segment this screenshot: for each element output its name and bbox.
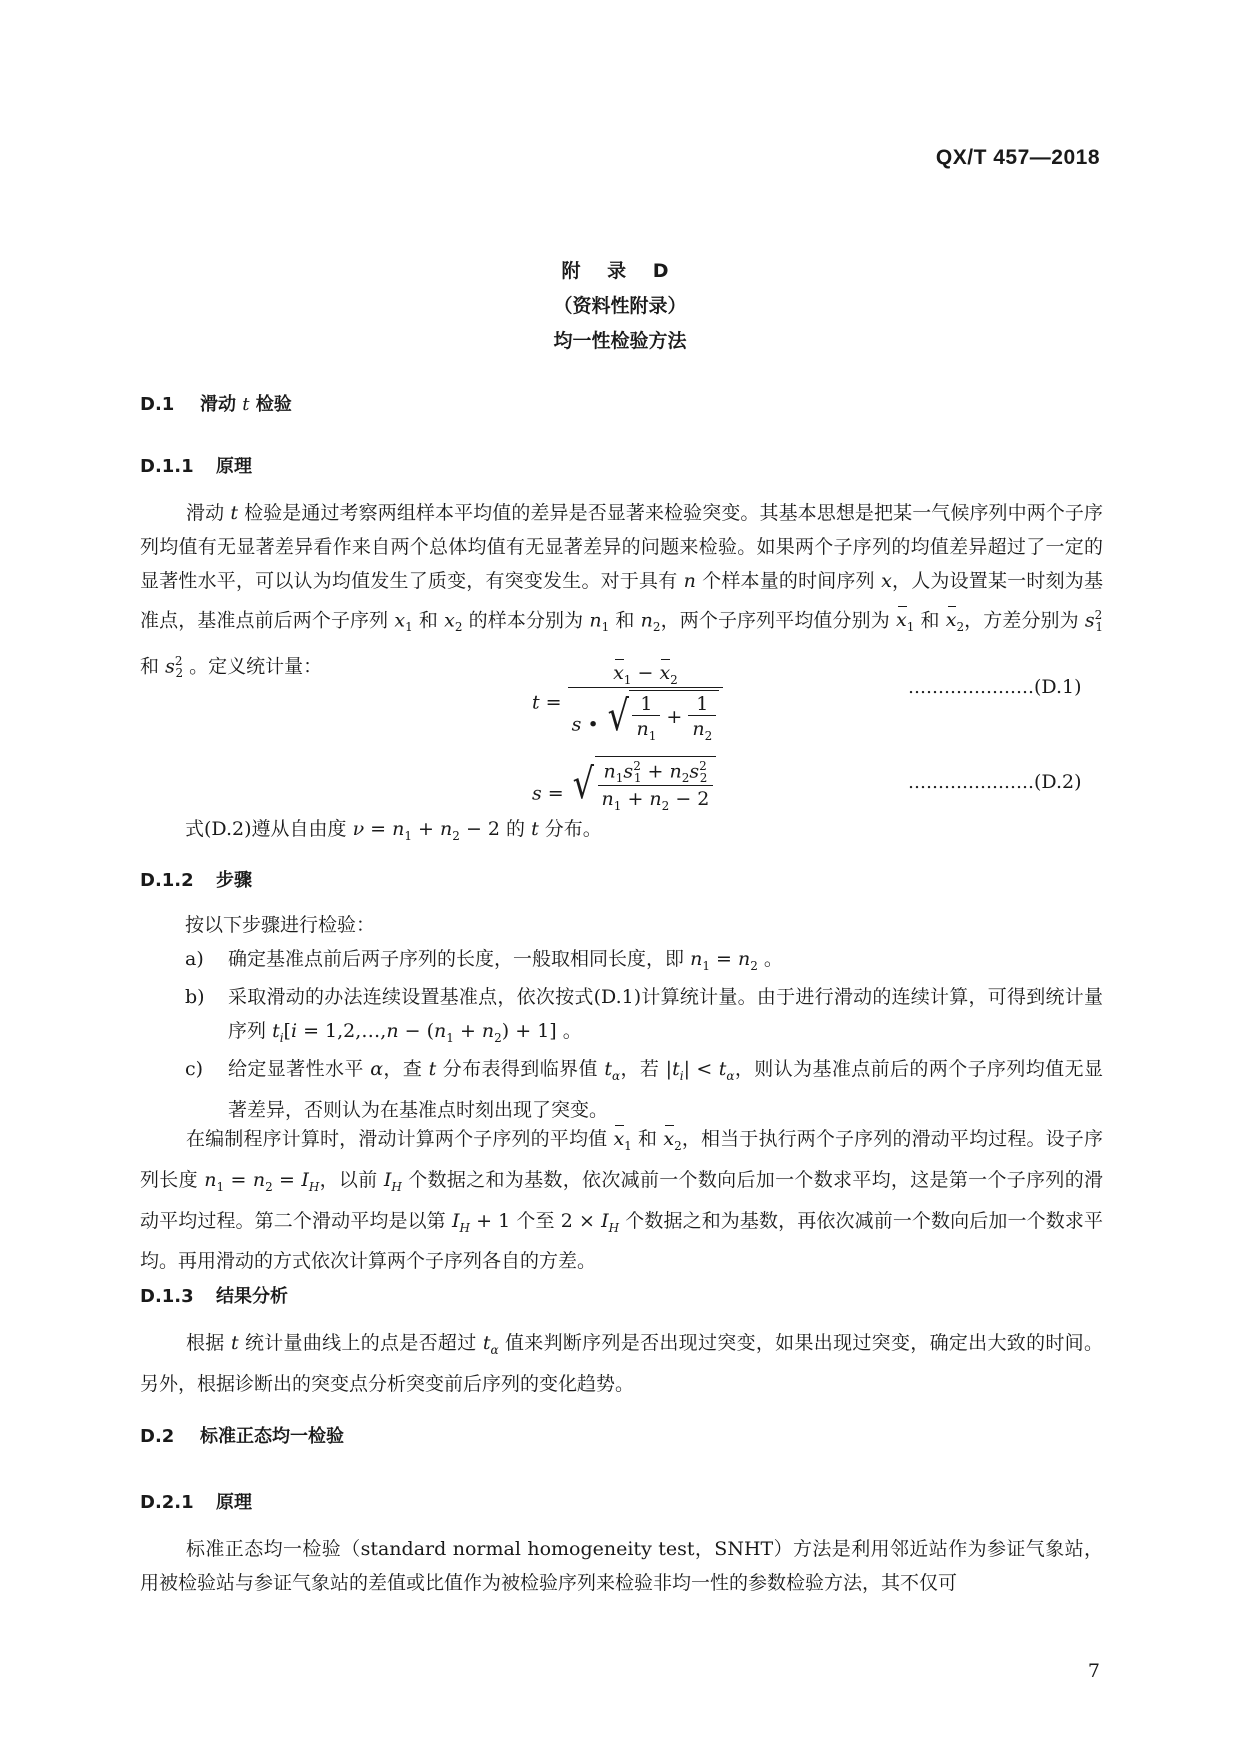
paragraph-snht: 标准正态均一检验（standard normal homogeneity test，SNHT）方法是利用邻近站作为参证气象站，用被检验站与参证气象站的差值或比值作为被检验序列来检验非均一性的参数检验方法，其不仅可 bbox=[140, 1538, 1103, 1594]
section-heading-d12: D.1.2 步骤 bbox=[140, 870, 252, 891]
section-heading-d2: D.2 标准正态均一检验 bbox=[140, 1426, 344, 1447]
appendix-title: 附 录 D bbox=[561, 260, 679, 282]
section-number: D.1 bbox=[140, 394, 175, 415]
paragraph-principle: 滑动 t 检验是通过考察两组样本平均值的差异是否显著来检验突变。其基本思想是把某一气候序列中两个子序列均值有无显著差异看作来自两个总体均值有无显著差异的问题来检验。如果两个子序列的均值差异超过了一定的显著性水平，可以认为均值发生了质变，有突变发生。对于具有 n 个样本量的时间序列 x，人为设置某一时刻为基准点，基准点前后两个子序列 $x_1$ 和 $x_2$ 的样本分别为 $n_1$ 和 $n_2$，两个子序列平均值分别为 $x_1$ 和 $x_2$，方差分别为 $s^2_1$ 和 $s^2_2$ 。定义统计量： bbox=[140, 502, 1103, 681]
paragraph-result-analysis: 根据 t 统计量曲线上的点是否超过 $t_\alpha$ 值来判断序列是否出现过突变，如果出现过突变，确定出大致的时间。另外，根据诊断出的突变点分析突变前后序列的变化趋势。 bbox=[140, 1332, 1103, 1395]
paragraph-programming: 在编制程序计算时，滑动计算两个子序列的平均值 $x_1$ 和 $x_2$，相当于执行两个子序列的滑动平均过程。设子序列长度 $n_1 = n_2 = I_H$，以前 $I_H$ 个数据之和为基数，依次减前一个数向后加一个数求平均，这是第一个子序列的滑动平均过程。第二个滑动平均是以第 $I_H + 1$ 个至 $2 \times I_H$ 个数据之和为基数，再依次减前一个数向后加一个数求平均。再用滑动的方式依次计算两个子序列各自的方差。 bbox=[140, 1128, 1104, 1273]
section-heading-d11: D.1.1 原理 bbox=[140, 456, 252, 477]
equation-d2-label: …………………(D.2) bbox=[908, 771, 1082, 793]
equation-note: 式(D.2)遵从自由度 $\nu = n_1 + n_2 - 2$ 的 t 分布。 bbox=[185, 818, 602, 843]
document-id: QX/T 457—2018 bbox=[935, 146, 1100, 169]
equation-d2: s = √ $\frac{n_1s^2_1 + n_2s^2_2}{n_1 + n_2 - 2}$ bbox=[532, 756, 716, 813]
section-heading-d1: D.1 滑动 t 检验 bbox=[140, 394, 292, 415]
steps-intro: 按以下步骤进行检验： bbox=[185, 914, 376, 936]
list-item: c) 给定显著性水平 α，查 t 分布表得到临界值 $t_\alpha$，若 $|t_i| < t_\alpha$，则认为基准点前后的两个子序列均值无显著差异，否则认为在基准点时刻出现了突变。 bbox=[185, 1058, 1103, 1121]
section-heading-d21: D.2.1 原理 bbox=[140, 1492, 252, 1513]
appendix-name: 均一性检验方法 bbox=[553, 330, 687, 352]
appendix-type: （资料性附录） bbox=[553, 295, 687, 317]
list-item: a) 确定基准点前后两子序列的长度，一般取相同长度，即 $n_1 = n_2$ 。 bbox=[185, 948, 783, 973]
equation-d1-label: …………………(D.1) bbox=[908, 676, 1082, 698]
page-number: 7 bbox=[1087, 1660, 1100, 1682]
equation-d1: t = $x_1 - x_2$ s • √ $\frac{1}{n_1}$ + $\frac{1}{n_2}$ bbox=[532, 662, 723, 743]
section-heading-d13: D.1.3 结果分析 bbox=[140, 1286, 288, 1307]
list-item: b) 采取滑动的办法连续设置基准点，依次按式(D.1)计算统计量。由于进行滑动的连续计算，可得到统计量序列 $t_i[i$ = 1,2,…,n − $(n_1 + n_2) + 1$] 。 bbox=[185, 986, 1103, 1045]
